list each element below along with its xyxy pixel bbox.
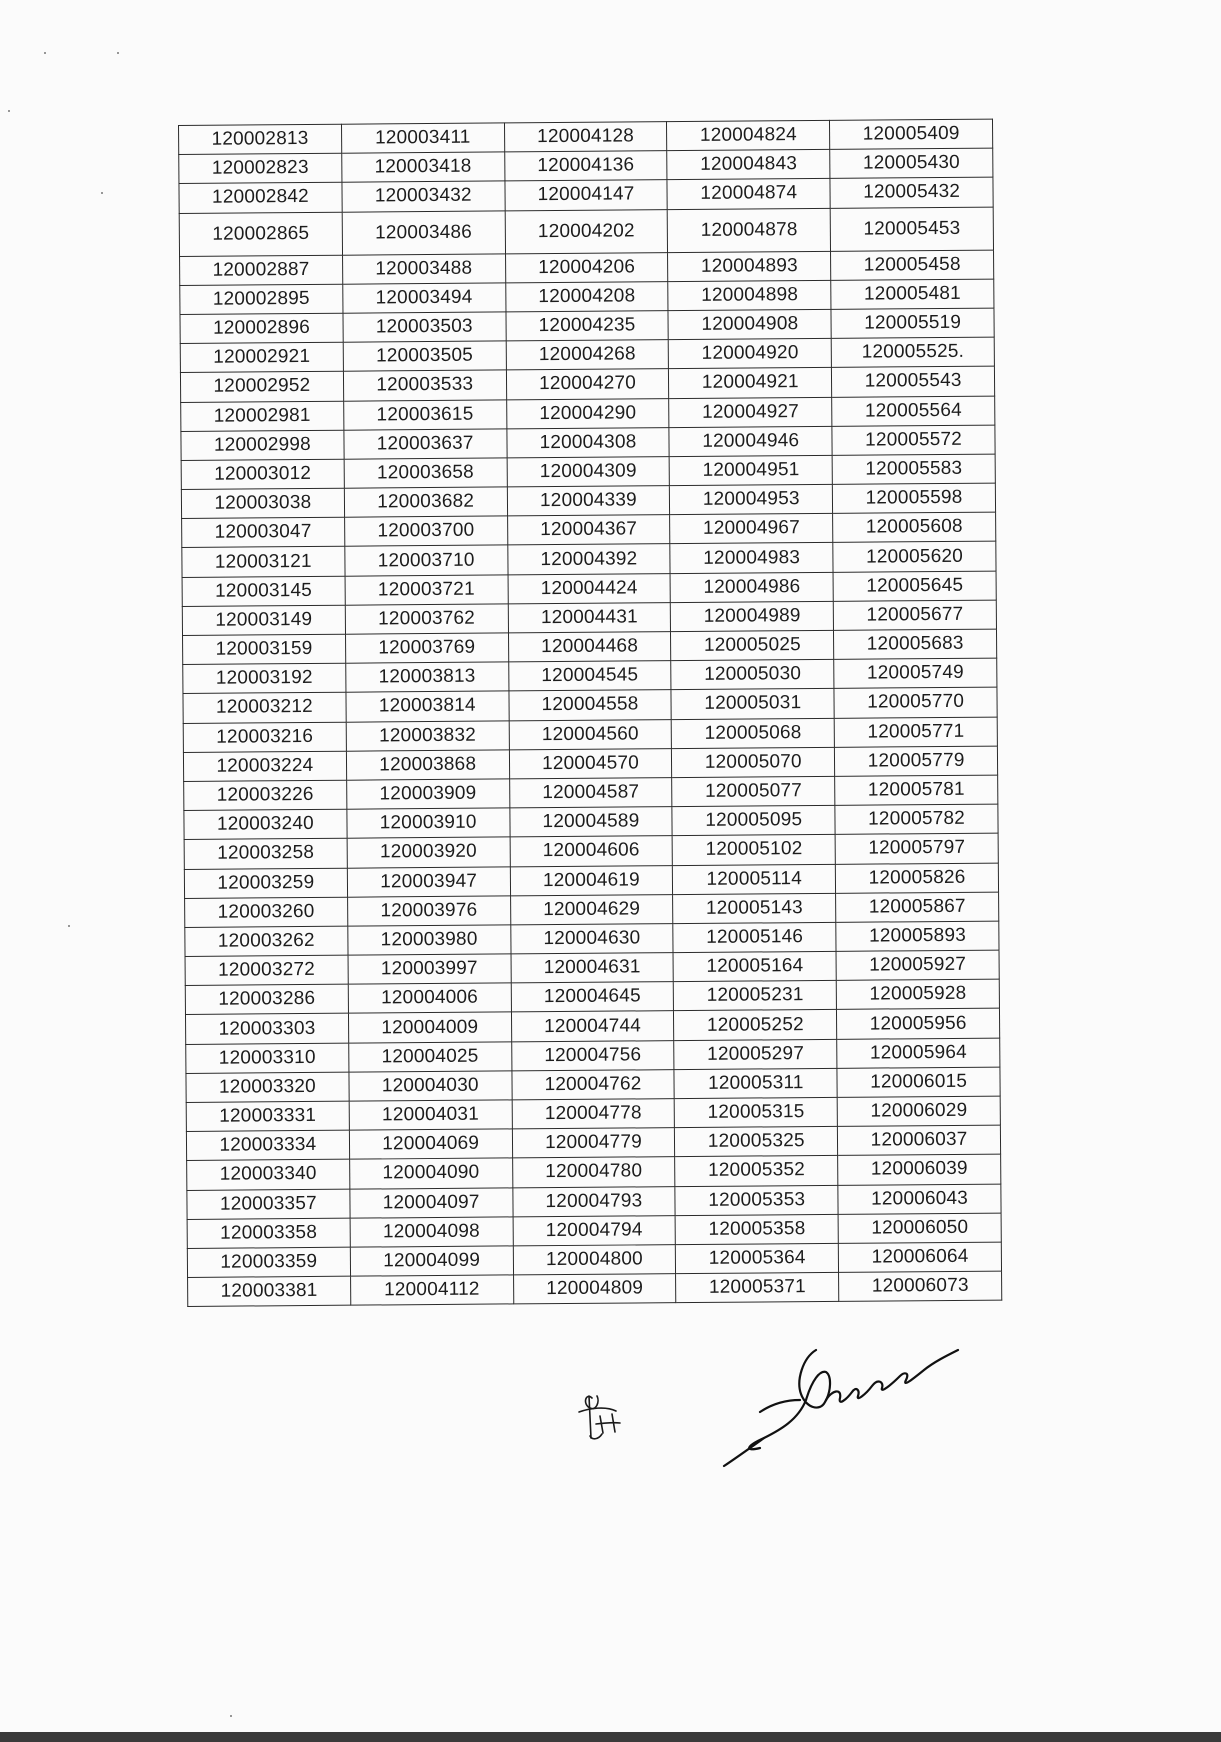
- table-cell: 120004744: [511, 1011, 674, 1041]
- scan-speck: [230, 1715, 232, 1717]
- table-cell: 120004308: [506, 427, 669, 457]
- table-cell: 120004983: [670, 543, 833, 573]
- table-cell: 120003910: [347, 808, 510, 838]
- table-cell: 120003357: [187, 1189, 350, 1219]
- table-cell: 120004570: [509, 748, 672, 778]
- table-cell: 120004951: [670, 455, 833, 485]
- table-cell: 120005409: [830, 119, 993, 149]
- table-cell: 120004824: [667, 120, 830, 150]
- table-cell: 120003682: [344, 487, 507, 517]
- table-cell: 120003320: [186, 1072, 349, 1102]
- table-cell: 120004367: [507, 515, 670, 545]
- scan-speck: [117, 52, 119, 54]
- table-cell: 120005867: [836, 892, 999, 922]
- table-cell: 120003411: [341, 123, 504, 153]
- table-cell: 120005928: [836, 979, 999, 1009]
- table-cell: 120005749: [834, 658, 997, 688]
- table-cell: 120004619: [510, 865, 673, 895]
- table-cell: 120005231: [674, 981, 837, 1011]
- table-cell: 120005683: [834, 629, 997, 659]
- table-cell: 120005146: [673, 922, 836, 952]
- table-cell: 120003658: [344, 458, 507, 488]
- table-cell: 120003047: [182, 517, 345, 547]
- table-cell: 120002887: [180, 255, 343, 285]
- table-cell: 120004235: [506, 311, 669, 341]
- table-cell: 120003038: [181, 488, 344, 518]
- table-cell: 120003159: [183, 634, 346, 664]
- table-cell: 120005826: [836, 863, 999, 893]
- table-cell: 120003533: [343, 370, 506, 400]
- table-cell: 120004878: [668, 208, 831, 252]
- table-cell: 120006043: [838, 1184, 1001, 1214]
- table-cell: 120004631: [511, 953, 674, 983]
- table-cell: 120003334: [186, 1130, 349, 1160]
- table-cell: 120006050: [838, 1213, 1001, 1243]
- table-cell: 120003947: [347, 866, 510, 896]
- table-cell: 120005779: [835, 746, 998, 776]
- table-cell: 120002813: [179, 124, 342, 154]
- table-cell: 120005893: [836, 921, 999, 951]
- table-cell: 120005077: [672, 776, 835, 806]
- table-cell: 120004424: [508, 573, 671, 603]
- table-cell: 120005325: [675, 1127, 838, 1157]
- table-cell: 120005956: [837, 1009, 1000, 1039]
- table-cell: 120005458: [831, 250, 994, 280]
- table-cell: 120004893: [668, 251, 831, 281]
- table-cell: 120002921: [180, 342, 343, 372]
- table-cell: 120005598: [833, 483, 996, 513]
- table-cell: 120003012: [181, 459, 344, 489]
- table-cell: 120003920: [347, 837, 510, 867]
- table-row: [188, 1271, 1002, 1307]
- signature-mark: [724, 1350, 958, 1466]
- table-cell: 120005797: [835, 833, 998, 863]
- table-cell: 120003505: [343, 341, 506, 371]
- table-cell: 120004921: [669, 368, 832, 398]
- table-cell: 120004800: [513, 1245, 676, 1275]
- table-cell: 120003303: [185, 1014, 348, 1044]
- table-cell: 120004392: [507, 544, 670, 574]
- table-cell: 120005927: [836, 950, 999, 980]
- table-cell: 120003121: [182, 547, 345, 577]
- table-cell: 120004587: [509, 778, 672, 808]
- table-cell: 120006039: [838, 1154, 1001, 1184]
- scan-speck: [68, 925, 70, 927]
- table-row: [179, 207, 993, 256]
- table-cell: 120003226: [184, 780, 347, 810]
- table-cell: 120002896: [180, 313, 343, 343]
- table-cell: 120003814: [346, 691, 509, 721]
- table-cell: 120005095: [672, 805, 835, 835]
- table-cell: 120005770: [834, 687, 997, 717]
- table-cell: 120004756: [511, 1040, 674, 1070]
- table-cell: 120005453: [830, 207, 993, 251]
- table-cell: 120003432: [342, 181, 505, 211]
- table-cell: 120005311: [674, 1068, 837, 1098]
- table-cell: 120004793: [512, 1186, 675, 1216]
- table-cell: 120003240: [184, 809, 347, 839]
- table-cell: 120003258: [184, 839, 347, 869]
- table-cell: 120004147: [505, 180, 668, 210]
- table-cell: 120004629: [510, 894, 673, 924]
- table-cell: 120003503: [343, 312, 506, 342]
- table-cell: 120004874: [667, 179, 830, 209]
- table-cell: 120004986: [670, 572, 833, 602]
- table-cell: 120003868: [346, 750, 509, 780]
- table-cell: 120004025: [349, 1042, 512, 1072]
- initials-mark: [579, 1396, 620, 1439]
- table-cell: 120005525.: [831, 337, 994, 367]
- table-cell: 120003762: [345, 604, 508, 634]
- table-cell: 120004843: [667, 150, 830, 180]
- table-cell: 120005572: [832, 425, 995, 455]
- table-cell: 120006037: [838, 1125, 1001, 1155]
- table-cell: 120006029: [837, 1096, 1000, 1126]
- table-cell: 120004898: [668, 280, 831, 310]
- table-cell: 120004099: [350, 1246, 513, 1276]
- table-cell: 120004268: [506, 340, 669, 370]
- table-cell: 120002865: [179, 212, 342, 256]
- table-cell: 120003813: [346, 662, 509, 692]
- table-cell: 120004468: [508, 632, 671, 662]
- table-cell: 120006015: [837, 1067, 1000, 1097]
- table-cell: 120005964: [837, 1038, 1000, 1068]
- table-cell: 120002895: [180, 284, 343, 314]
- table-cell: 120004558: [509, 690, 672, 720]
- table-cell: 120004630: [510, 924, 673, 954]
- table-cell: 120005297: [674, 1039, 837, 1069]
- table-cell: 120004953: [670, 484, 833, 514]
- table-cell: 120004927: [669, 397, 832, 427]
- table-cell: 120003418: [342, 152, 505, 182]
- table-cell: 120003710: [345, 545, 508, 575]
- table-cell: 120005432: [830, 177, 993, 207]
- table-cell: 120005252: [674, 1010, 837, 1040]
- table-cell: 120003637: [344, 429, 507, 459]
- table-cell: 120004989: [671, 601, 834, 631]
- id-number-table: [178, 119, 1002, 1308]
- table-cell: 120002981: [181, 401, 344, 431]
- table-cell: 120004778: [512, 1099, 675, 1129]
- table-cell: 120005358: [675, 1214, 838, 1244]
- table-cell: 120004090: [349, 1158, 512, 1188]
- table-cell: 120003272: [185, 955, 348, 985]
- table-cell: 120005352: [675, 1156, 838, 1186]
- table-cell: 120004098: [350, 1217, 513, 1247]
- table-cell: 120005031: [671, 689, 834, 719]
- table-cell: 120004030: [349, 1071, 512, 1101]
- table-cell: 120003149: [182, 605, 345, 635]
- table-cell: 120004589: [509, 807, 672, 837]
- table-cell: 120004006: [348, 983, 511, 1013]
- table-cell: 120005782: [835, 804, 998, 834]
- table-cell: 120005030: [671, 660, 834, 690]
- id-number-table-body: [179, 119, 1002, 1307]
- table-cell: 120005620: [833, 542, 996, 572]
- table-cell: 120003494: [343, 283, 506, 313]
- table-cell: 120005519: [831, 308, 994, 338]
- table-cell: 120004339: [507, 486, 670, 516]
- table-cell: 120005315: [675, 1097, 838, 1127]
- table-cell: 120003832: [346, 720, 509, 750]
- table-cell: 120003331: [186, 1101, 349, 1131]
- table-cell: 120003909: [346, 779, 509, 809]
- id-number-table-container: [178, 119, 1002, 1308]
- table-cell: 120003340: [187, 1160, 350, 1190]
- table-cell: 120004920: [669, 338, 832, 368]
- scan-speck: [8, 110, 10, 112]
- table-cell: 120004309: [507, 457, 670, 487]
- table-cell: 120003262: [185, 926, 348, 956]
- table-cell: 120004908: [668, 309, 831, 339]
- table-cell: 120004136: [504, 151, 667, 181]
- table-cell: 120003997: [348, 954, 511, 984]
- table-cell: 120005353: [675, 1185, 838, 1215]
- table-cell: 120004794: [513, 1215, 676, 1245]
- table-cell: 120004202: [505, 209, 668, 253]
- table-cell: 120004069: [349, 1129, 512, 1159]
- table-cell: 120004270: [506, 369, 669, 399]
- table-cell: 120004645: [511, 982, 674, 1012]
- table-cell: 120004097: [350, 1187, 513, 1217]
- table-cell: 120003359: [187, 1247, 350, 1277]
- table-cell: 120004762: [512, 1069, 675, 1099]
- table-cell: 120003486: [342, 210, 505, 254]
- table-cell: 120003260: [185, 897, 348, 927]
- scan-bottom-edge: [0, 1732, 1221, 1742]
- table-cell: 120004780: [512, 1157, 675, 1187]
- table-cell: 120004112: [350, 1275, 513, 1305]
- table-cell: 120003721: [345, 575, 508, 605]
- table-cell: 120002842: [179, 183, 342, 213]
- table-cell: 120003310: [186, 1043, 349, 1073]
- table-cell: 120005430: [830, 148, 993, 178]
- table-cell: 120005583: [832, 454, 995, 484]
- table-cell: 120003488: [342, 253, 505, 283]
- table-cell: 120004967: [670, 514, 833, 544]
- table-cell: 120003259: [184, 868, 347, 898]
- table-cell: 120004545: [508, 661, 671, 691]
- table-cell: 120005068: [672, 718, 835, 748]
- table-cell: 120004128: [504, 122, 667, 152]
- table-cell: 120003192: [183, 663, 346, 693]
- table-cell: 120005114: [673, 864, 836, 894]
- table-cell: 120006073: [839, 1271, 1002, 1301]
- table-cell: 120005102: [672, 835, 835, 865]
- table-cell: 120004606: [510, 836, 673, 866]
- table-cell: 120004560: [509, 719, 672, 749]
- table-cell: 120002823: [179, 153, 342, 183]
- table-cell: 120004946: [669, 426, 832, 456]
- table-cell: 120005164: [673, 951, 836, 981]
- scan-speck: [101, 192, 103, 194]
- table-cell: 120003700: [344, 516, 507, 546]
- table-cell: 120002998: [181, 430, 344, 460]
- table-cell: 120003145: [182, 576, 345, 606]
- table-cell: 120006064: [838, 1242, 1001, 1272]
- table-cell: 120005645: [833, 571, 996, 601]
- scan-speck: [44, 52, 46, 54]
- table-cell: 120005543: [832, 366, 995, 396]
- table-cell: 120005771: [834, 717, 997, 747]
- table-cell: 120005781: [835, 775, 998, 805]
- table-cell: 120004779: [512, 1128, 675, 1158]
- table-cell: 120003286: [185, 984, 348, 1014]
- table-cell: 120003212: [183, 693, 346, 723]
- table-cell: 120003980: [348, 925, 511, 955]
- table-cell: 120005481: [831, 279, 994, 309]
- table-cell: 120003224: [183, 751, 346, 781]
- table-cell: 120004290: [506, 398, 669, 428]
- table-cell: 120005025: [671, 630, 834, 660]
- table-cell: 120005143: [673, 893, 836, 923]
- table-cell: 120003358: [187, 1218, 350, 1248]
- table-cell: 120003769: [345, 633, 508, 663]
- table-cell: 120005070: [672, 747, 835, 777]
- table-cell: 120005364: [676, 1243, 839, 1273]
- table-cell: 120005564: [832, 396, 995, 426]
- table-cell: 120003381: [188, 1276, 351, 1306]
- table-cell: 120004431: [508, 602, 671, 632]
- table-cell: 120005371: [676, 1272, 839, 1302]
- table-cell: 120004208: [505, 281, 668, 311]
- table-cell: 120004009: [348, 1012, 511, 1042]
- table-cell: 120002952: [180, 372, 343, 402]
- table-cell: 120003615: [343, 399, 506, 429]
- table-cell: 120004031: [349, 1100, 512, 1130]
- table-cell: 120005608: [833, 512, 996, 542]
- table-cell: 120003976: [347, 896, 510, 926]
- table-cell: 120004206: [505, 252, 668, 282]
- table-cell: 120004809: [513, 1274, 676, 1304]
- table-cell: 120003216: [183, 722, 346, 752]
- table-cell: 120005677: [833, 600, 996, 630]
